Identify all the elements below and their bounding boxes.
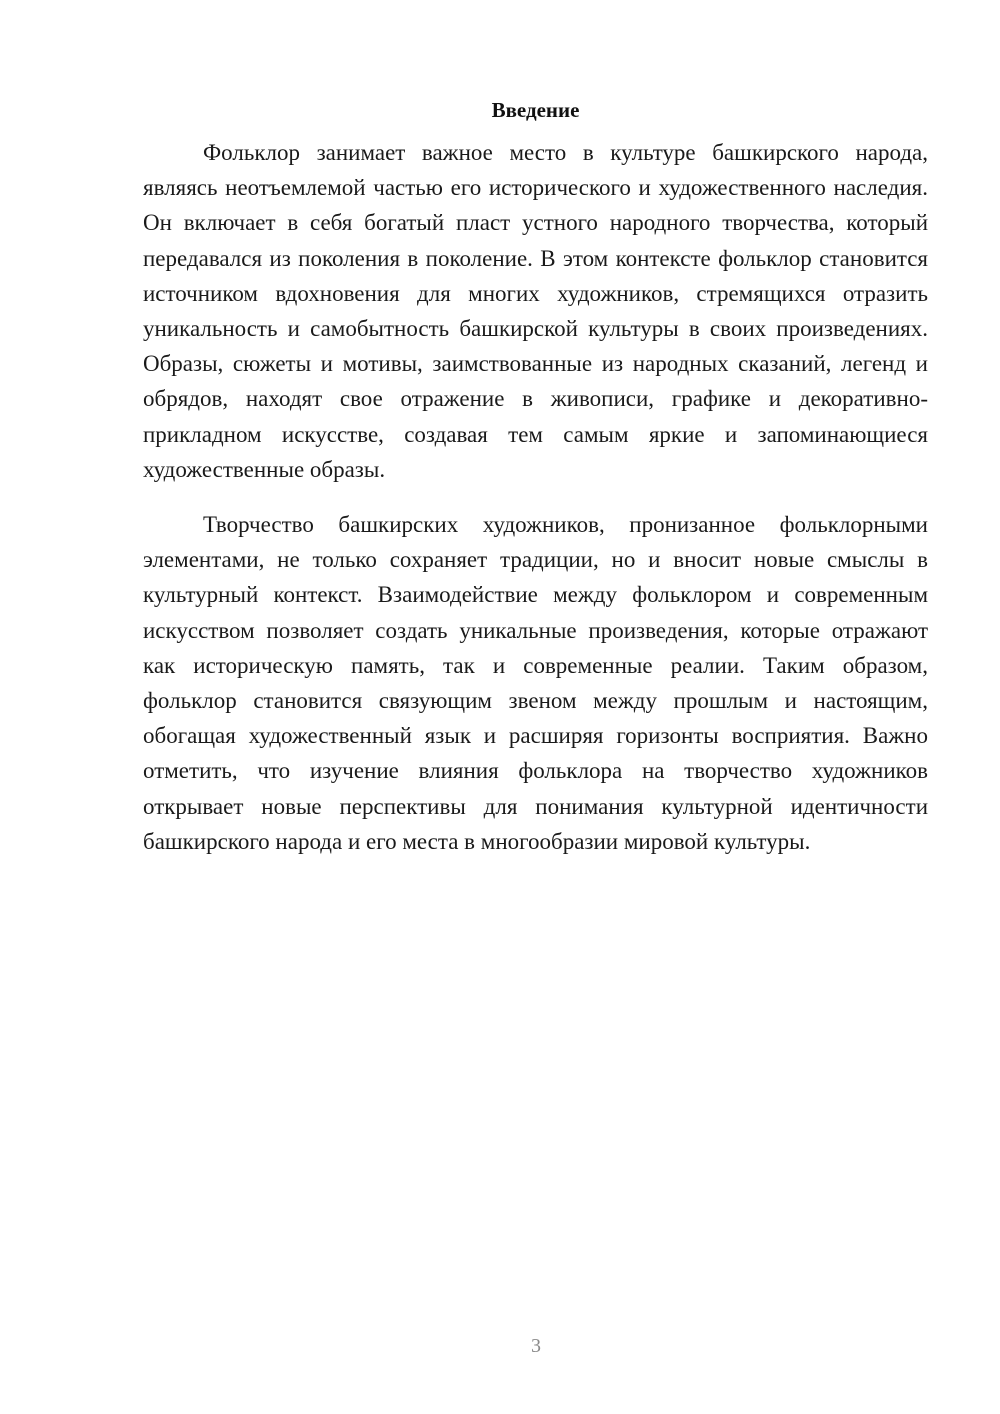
section-title: Введение	[491, 98, 580, 122]
document-body	[143, 95, 928, 859]
paragraph-2: Творчество башкирских художников, пронизанное фольклорными элементами, не только сохраняет традиции, но и вносит новые смыслы в культурный контекст. Взаимодействие между фольклором и современным искусством позволяет создать уникальные произведения, которые отражают как историческую память, так и современные реалии. Таким образом, фольклор становится связующим звеном между прошлым и настоящим, обогащая художественный язык и расширяя горизонты восприятия. Важно отметить, что изучение влияния фольклора на творчество художников открывает новые перспективы для понимания культурной идентичности башкирского народа и его места в многообразии мировой культуры.	[143, 512, 928, 854]
page-number: 3	[531, 1335, 541, 1357]
paragraph-1: Фольклор занимает важное место в культуре башкирского народа, являясь неотъемлемой частью его исторического и художественного наследия. Он включает в себя богатый пласт устного народного творчества, который передавался из поколения в поколение. В этом контексте фольклор становится источником вдохновения для многих художников, стремящихся отразить уникальность и самобытность башкирской культуры в своих произведениях. Образы, сюжеты и мотивы, заимствованные из народных сказаний, легенд и обрядов, находят свое отражение в живописи, графике и декоративно-прикладном искусстве, создавая тем самым яркие и запоминающиеся художественные образы.	[143, 140, 928, 482]
